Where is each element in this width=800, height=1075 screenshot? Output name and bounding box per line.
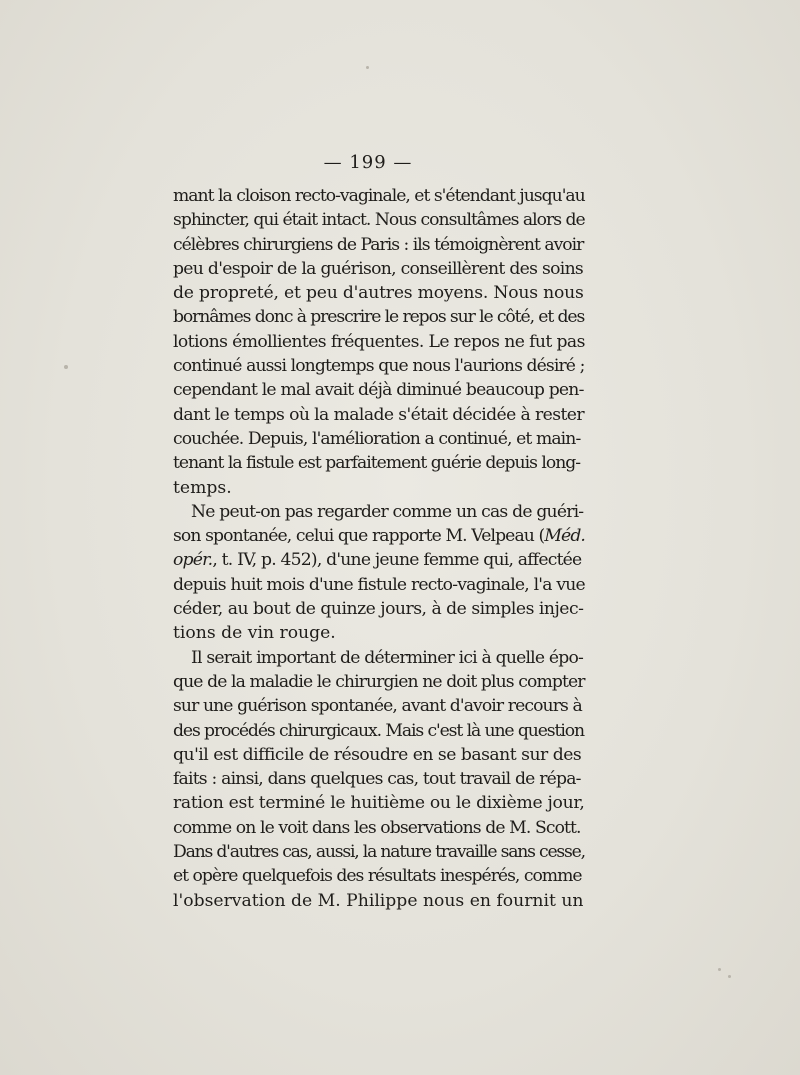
text-line: comme on le voit dans les observations de M. Scott. [173, 817, 581, 838]
text-segment: son spontanée, celui que rapporte M. Velpeau ( [173, 526, 545, 547]
text-line: lotions émollientes fréquentes. Le repos ne fut pas [173, 331, 585, 352]
text-line: depuis huit mois d'une fistule recto-vaginale, l'a vue [173, 574, 585, 595]
text-line: céder, au bout de quinze jours, à de simples injec- [173, 599, 584, 620]
text-line: tions de vin rouge. [173, 623, 336, 644]
text-line: Il serait important de déterminer ici à quelle épo- [191, 647, 584, 668]
text-line: ration est terminé le huitième ou le dixième jour, [173, 793, 585, 814]
text-line: dant le temps où la malade s'était décidée à rester [173, 404, 584, 425]
text-line: sur une guérison spontanée, avant d'avoir recours à [173, 696, 582, 717]
text-line: temps. [173, 477, 232, 498]
text-segment: , t. IV, p. 452), d'une jeune femme qui, affectée [212, 550, 582, 571]
text-line: couchée. Depuis, l'amélioration a continué, et main- [173, 428, 581, 449]
text-line-with-italic [173, 548, 585, 572]
text-line: des procédés chirurgicaux. Mais c'est là une question [173, 720, 584, 741]
paper-speck [64, 365, 68, 369]
page-number: — 199 — [323, 152, 413, 173]
text-line: l'observation de M. Philippe nous en fournit un [173, 890, 584, 911]
paper-speck [728, 975, 731, 978]
text-line: qu'il est difficile de résoudre en se basant sur des [173, 744, 582, 765]
text-line: tenant la fistule est parfaitement guérie depuis long- [173, 453, 581, 474]
text-line: bornâmes donc à prescrire le repos sur le côté, et des [173, 307, 585, 328]
text-line: que de la maladie le chirurgien ne doit plus compter [173, 671, 585, 692]
text-line: peu d'espoir de la guérison, conseillèrent des soins [173, 258, 584, 279]
text-line: cependant le mal avait déjà diminué beaucoup pen- [173, 380, 584, 401]
paper-speck [366, 66, 369, 69]
text-line: mant la cloison recto-vaginale, et s'étendant jusqu'au [173, 186, 585, 206]
text-line: continué aussi longtemps que nous l'aurions désiré ; [173, 356, 585, 377]
text-line: Ne peut-on pas regarder comme un cas de guéri- [191, 501, 584, 522]
text-line-with-italic [173, 524, 585, 548]
body-text [173, 184, 585, 913]
text-line: et opère quelquefois des résultats inespérés, comme [173, 866, 582, 887]
text-line: faits : ainsi, dans quelques cas, tout travail de répa- [173, 769, 581, 790]
text-line: célèbres chirurgiens de Paris : ils témoignèrent avoir [173, 234, 584, 255]
text-line: Dans d'autres cas, aussi, la nature travaille sans cesse, [173, 842, 585, 863]
text-line: de propreté, et peu d'autres moyens. Nous nous [173, 283, 584, 304]
italic-citation: Méd. [544, 526, 585, 547]
text-line: sphincter, qui était intact. Nous consultâmes alors de [173, 210, 585, 231]
italic-citation: opér. [173, 550, 213, 571]
paper-speck [718, 968, 721, 971]
